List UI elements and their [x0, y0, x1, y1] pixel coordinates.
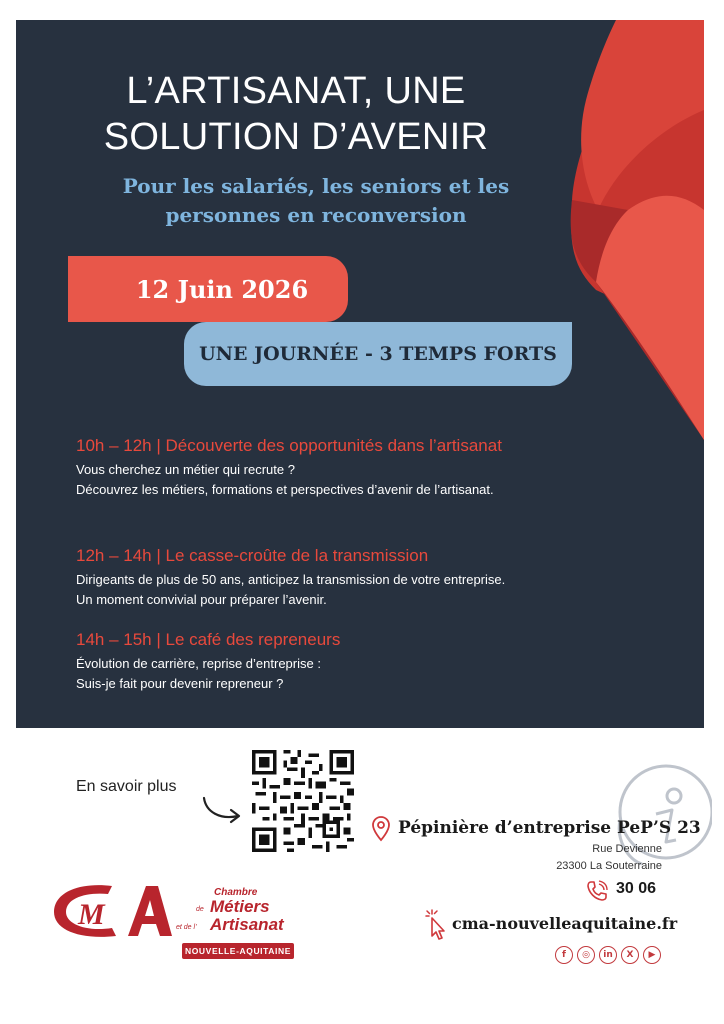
logo-metiers: Métiers — [210, 897, 270, 916]
cma-logo — [50, 880, 176, 942]
program-heading: 12h – 14h | Le casse-croûte de la transmission — [76, 546, 429, 565]
linkedin-icon[interactable]: in — [599, 946, 617, 964]
tagline-badge: UNE JOURNÉE - 3 TEMPS FORTS — [184, 322, 572, 386]
youtube-icon[interactable]: ▶ — [643, 946, 661, 964]
facebook-icon[interactable]: f — [555, 946, 573, 964]
program-item — [76, 628, 596, 694]
program-item — [76, 434, 596, 500]
program-line: Suis-je fait pour devenir repreneur ? — [76, 676, 284, 691]
svg-text:M: M — [78, 898, 105, 931]
program-heading: 10h – 12h | Découverte des opportunités dans l’artisanat — [76, 436, 502, 455]
x-icon[interactable]: X — [621, 946, 639, 964]
program-line: Découvrez les métiers, formations et perspectives d’avenir de l’artisanat. — [76, 482, 494, 497]
qr-code[interactable] — [252, 750, 354, 852]
more-info-label: En savoir plus — [76, 778, 177, 795]
event-panel — [16, 20, 704, 728]
program-line: Évolution de carrière, reprise d’entreprise : — [76, 656, 321, 671]
title-line-2: SOLUTION D’AVENIR — [103, 116, 489, 158]
social-links — [555, 946, 661, 964]
logo-chambre: Chambre — [214, 887, 258, 898]
program-heading: 14h – 15h | Le café des repreneurs — [76, 630, 341, 649]
website-link[interactable]: cma-nouvelleaquitaine.fr — [452, 914, 678, 933]
subtitle: Pour les salariés, les seniors et les personnes en reconversion — [122, 174, 510, 227]
logo-de: de — [196, 906, 204, 913]
main-title — [76, 68, 516, 160]
program-item — [76, 544, 596, 610]
program-line: Dirigeants de plus de 50 ans, anticipez la transmission de votre entreprise. — [76, 572, 506, 587]
venue-street: Rue Devienne — [592, 843, 662, 855]
venue-city: 23300 La Souterraine — [556, 860, 662, 872]
phone-number[interactable]: 30 06 — [616, 880, 657, 897]
venue-name: Pépinière d’entreprise PeP’S 23 — [398, 818, 701, 838]
curved-arrow-icon — [198, 794, 248, 826]
title-line-1: L’ARTISANAT, UNE — [126, 70, 466, 112]
program-line: Un moment convivial pour préparer l’avenir. — [76, 592, 327, 607]
program-line: Vous cherchez un métier qui recrute ? — [76, 462, 295, 477]
phone-icon — [586, 880, 608, 902]
location-pin-icon — [371, 815, 391, 843]
date-badge: 12 Juin 2026 — [68, 256, 348, 322]
region-badge: NOUVELLE-AQUITAINE — [182, 943, 294, 959]
cursor-click-icon — [424, 908, 446, 940]
logo-et: et de l’ — [176, 924, 197, 931]
logo-artisanat: Artisanat — [210, 915, 284, 934]
instagram-icon[interactable]: ◎ — [577, 946, 595, 964]
